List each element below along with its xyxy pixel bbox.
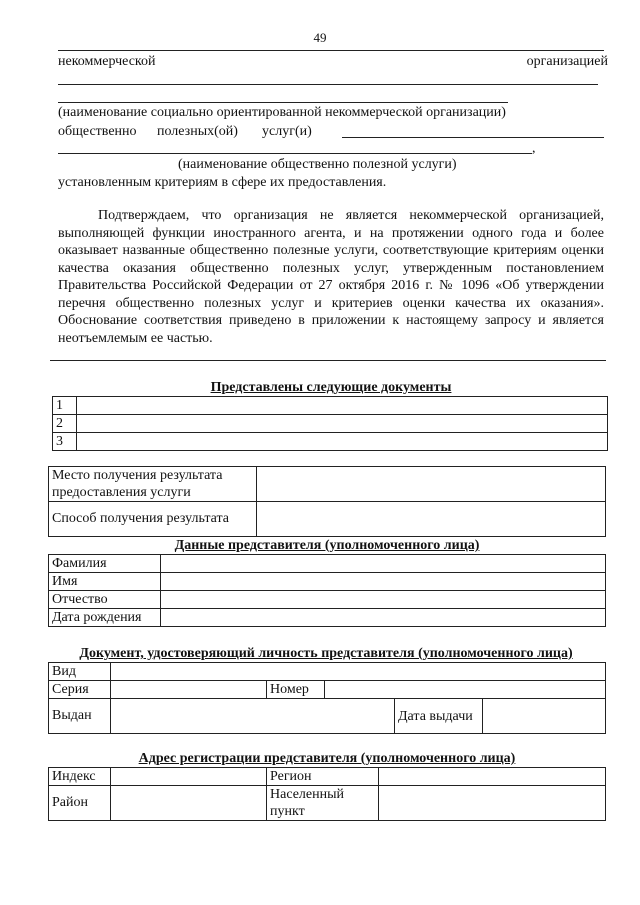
row3-word-1: общественно xyxy=(58,124,137,139)
region-field[interactable] xyxy=(379,768,606,786)
name-label: Имя xyxy=(49,573,161,591)
issued-by-label: Выдан xyxy=(49,699,111,734)
table-row xyxy=(49,768,606,786)
doc-number: 2 xyxy=(53,415,77,433)
table-row xyxy=(49,681,606,699)
comma: , xyxy=(532,141,536,156)
locality-field[interactable] xyxy=(379,786,606,821)
birth-date-field[interactable] xyxy=(161,609,606,627)
issue-date-label: Дата выдачи xyxy=(395,699,483,734)
surname-field[interactable] xyxy=(161,555,606,573)
table-row xyxy=(49,699,606,734)
id-document-table xyxy=(48,662,606,734)
index-field[interactable] xyxy=(111,768,267,786)
representative-table xyxy=(48,554,606,627)
birth-date-label: Дата рождения xyxy=(49,609,161,627)
doc-number-field[interactable] xyxy=(325,681,606,699)
org-name-caption: (наименование социально ориентированной некоммерческой организации) xyxy=(58,105,506,120)
table-row xyxy=(49,467,606,502)
table-row xyxy=(49,573,606,591)
top-rule xyxy=(58,50,604,51)
doc-number: 1 xyxy=(53,397,77,415)
id-document-title: Документ, удостоверяющий личность представителя (уполномоченного лица) xyxy=(79,646,573,661)
table-row xyxy=(53,433,608,451)
district-field[interactable] xyxy=(111,786,267,821)
service-name-caption: (наименование общественно полезной услуги) xyxy=(178,157,457,172)
table-row xyxy=(49,609,606,627)
result-place-cell[interactable] xyxy=(257,467,606,502)
region-label: Регион xyxy=(267,768,379,786)
org-name-line-2 xyxy=(58,102,508,103)
doc-series-field[interactable] xyxy=(111,681,267,699)
result-place-label: Место получения результата предоставления услуги xyxy=(49,467,257,502)
result-method-label: Способ получения результата xyxy=(49,502,257,537)
row3-word-3: услуг(и) xyxy=(262,124,312,139)
issue-date-field[interactable] xyxy=(483,699,606,734)
result-table xyxy=(48,466,606,537)
surname-label: Фамилия xyxy=(49,555,161,573)
service-name-line-2 xyxy=(58,153,532,154)
org-label-right: организацией xyxy=(526,54,608,69)
criteria-line: установленным критериям в сфере их предоставления. xyxy=(58,175,387,190)
paragraph-divider xyxy=(50,360,606,361)
documents-table xyxy=(52,396,608,451)
doc-kind-field[interactable] xyxy=(111,663,606,681)
doc-entry-cell[interactable] xyxy=(77,397,608,415)
address-table xyxy=(48,767,606,821)
issued-by-field[interactable] xyxy=(111,699,395,734)
confirmation-paragraph: Подтверждаем, что организация не является некоммерческой организацией, выполняющей функции иностранного агента, и на протяжении одного года и более оказывает названные общественно полезные услуги, соответствующие критериям оценки качества оказания общественно полезных услуг, утвержденным постановлением Правительства Российской Федерации от 27 октября 2016 г. № 1096 «Об утверждении перечня общественно полезных услуг и критериев оценки качества их оказания». Обоснование соответствия приведено в приложении к настоящему запросу и является неотъемлемым ее частью. xyxy=(58,208,604,346)
doc-series-label: Серия xyxy=(49,681,111,699)
documents-title: Представлены следующие документы xyxy=(210,380,452,395)
table-row xyxy=(49,663,606,681)
patronymic-label: Отчество xyxy=(49,591,161,609)
district-label: Район xyxy=(49,786,111,821)
address-title: Адрес регистрации представителя (уполномоченного лица) xyxy=(138,751,516,766)
org-label-left: некоммерческой xyxy=(58,54,156,69)
patronymic-field[interactable] xyxy=(161,591,606,609)
locality-label: Населенный пункт xyxy=(267,786,379,821)
org-name-line-1 xyxy=(58,84,598,85)
representative-title: Данные представителя (уполномоченного лица) xyxy=(174,538,480,553)
service-name-line-1 xyxy=(342,137,604,138)
row3-word-2: полезных(ой) xyxy=(157,124,238,139)
doc-entry-cell[interactable] xyxy=(77,433,608,451)
table-row xyxy=(53,397,608,415)
table-row xyxy=(53,415,608,433)
page-number: 49 xyxy=(313,30,327,45)
result-method-cell[interactable] xyxy=(257,502,606,537)
doc-kind-label: Вид xyxy=(49,663,111,681)
doc-number-label: Номер xyxy=(267,681,325,699)
name-field[interactable] xyxy=(161,573,606,591)
doc-entry-cell[interactable] xyxy=(77,415,608,433)
doc-number: 3 xyxy=(53,433,77,451)
table-row xyxy=(49,786,606,821)
table-row xyxy=(49,555,606,573)
index-label: Индекс xyxy=(49,768,111,786)
table-row xyxy=(49,591,606,609)
table-row xyxy=(49,502,606,537)
